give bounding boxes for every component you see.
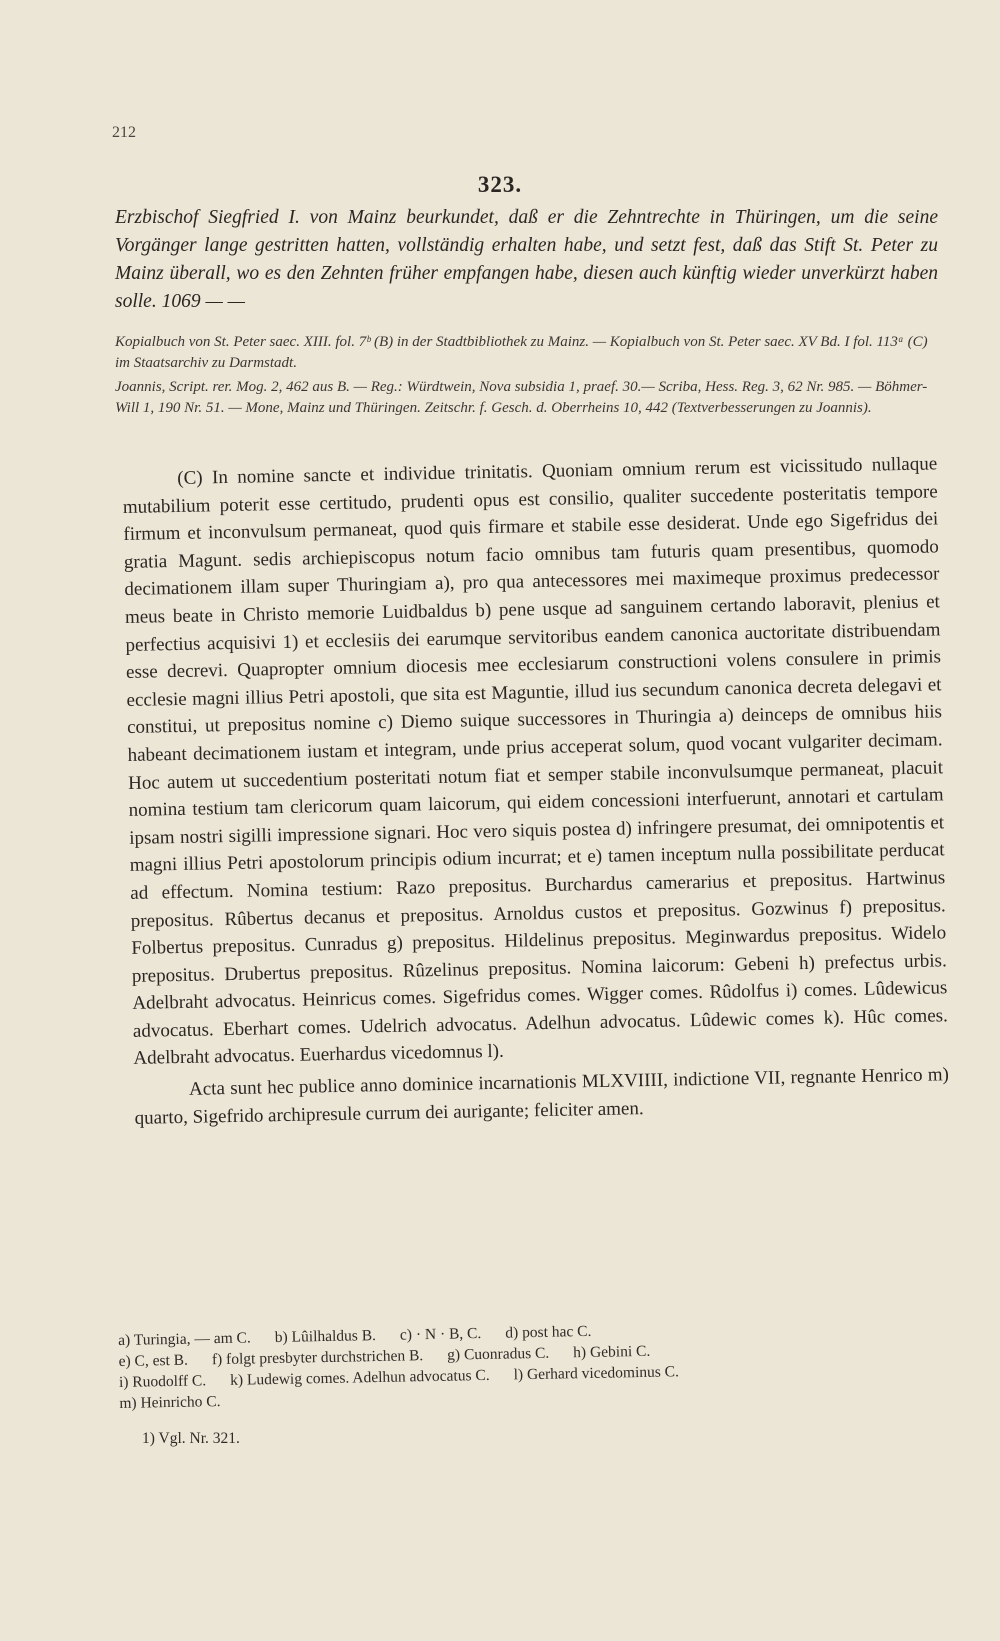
page-number: 212	[112, 124, 136, 141]
note: a) Turingia, — am C.	[118, 1329, 251, 1349]
charter-dating-clause: Acta sunt hec publice anno dominice incarnationis MLXVIIII, indictione VII, regnante Henrico m) quarto, Sigefrido archipresule currum dei aurigante; feliciter amen.	[134, 1064, 950, 1129]
sources	[115, 332, 938, 422]
document-number: 323.	[477, 172, 523, 197]
note: c) · N · B, C.	[399, 1325, 482, 1344]
footnote: 1) Vgl. Nr. 321.	[142, 1430, 240, 1447]
note: k) Ludewig comes. Adelhun advocatus C.	[229, 1366, 490, 1389]
note: e) C, est B.	[118, 1351, 189, 1370]
note: b) Lûilhaldus B.	[274, 1327, 377, 1346]
source-manuscripts: Kopialbuch von St. Peter saec. XIII. fol. 7ᵇ (B) in der Stadtbibliothek zu Mainz. — Kopialbuch von St. Peter saec. XV Bd. I fol. 113ᵃ (C) im Staatsarchiv zu Darmstadt.	[115, 334, 928, 371]
note: f) folgt presbyter durchstrichen B.	[211, 1347, 424, 1369]
note: d) post hac C.	[505, 1322, 592, 1342]
summary-date: 1069 — —	[161, 291, 246, 312]
note: l) Gerhard vicedominus C.	[513, 1363, 680, 1384]
note: g) Cuonradus C.	[447, 1344, 550, 1364]
summary	[115, 204, 938, 316]
charter-text	[122, 446, 950, 1132]
textual-notes	[118, 1314, 949, 1414]
note: h) Gebini C.	[573, 1342, 651, 1362]
note: i) Ruodolff C.	[118, 1372, 207, 1391]
source-editions: Joannis, Script. rer. Mog. 2, 462 aus B. — Reg.: Würdtwein, Nova subsidia 1, praef. 30.— Scriba, Hess. Reg. 3, 62 Nr. 985. — Böhmer-Will 1, 190 Nr. 51. — Mone, Mainz und Thüringen. Zeitschr. f. Gesch. d. Oberrheins 10, 442 (Textverbesserungen zu Joannis).	[115, 379, 928, 416]
summary-text: Erzbischof Siegfried I. von Mainz beurkundet, daß er die Zehntrechte in Thüringen, um die seine Vorgänger lange gestritten hatten, vollständig erhalten habe, und setzt fest, daß das Stift St. Peter zu Mainz überall, wo es den Zehnten früher empfangen habe, diesen auch künftig wieder unverkürzt haben solle.	[115, 207, 938, 312]
charter-paragraph: (C) In nomine sancte et individue trinitatis. Quoniam omnium rerum est vicissitudo nullaque mutabilium poterit esse certitudo, prudenti opus est consilio, qualiter succedente posteritatis tempore firmum et inconvulsum permaneat, quod quis firmare et stabile esse desiderat. Unde ego Sigefridus dei gratia Magunt. sedis archiepiscopus notum facio omnibus tam futuris quam presentibus, quomodo decimationem illam super Thuringiam a), pro qua antecessores mei maximeque proximus predecessor meus beate in Christo memorie Luidbaldus b) pene usque ad sanguinem certando laboravit, plenius et perfectius acquisivi 1) et ecclesiis dei earumque servitoribus eandem canonica auctoritate distribuendam esse decrevi. Quapropter omnium diocesis mee ecclesiarum constructioni volens consulere in primis ecclesie magni illius Petri apostoli, que sita est Maguntie, illud ius secundum canonica decreta delegavi et constitui, ut prepositus nomine c) Diemo suique successores in Thuringia a) deinceps de omnibus hiis habeant decimationem iustam et integram, unde prius acceperat solum, quod vocant vulgariter decimam. Hoc autem ut succedentium posteritati notum fiat et semper stabile inconvulsumque permaneat, placuit nomina testium tam clericorum quam laicorum, qui eidem concessioni interfuerunt, annotari et cartulam ipsam nostri sigilli impressione signari. Hoc vero siquis postea d) infringere presumat, dei omnipotentis et magni illius Petri apostolorum principis odium incurrat; et e) tamen inceptum nulla possibilitate perducat ad effectum. Nomina testium: Razo prepositus. Burchardus camerarius et prepositus. Hartwinus prepositus. Rûbertus decanus et prepositus. Arnoldus custos et prepositus. Gozwinus f) prepositus. Folbertus prepositus. Cunradus g) prepositus. Hildelinus prepositus. Meginwardus prepositus. Widelo prepositus. Drubertus prepositus. Rûzelinus prepositus. Nomina laicorum: Gebeni h) prefectus urbis. Adelbraht advocatus. Heinricus comes. Sigefridus comes. Wigger comes. Rûdolfus i) comes. Lûdewicus advocatus. Eberhart comes. Udelrich advocatus. Adelhun advocatus. Lûdewic comes k). Hûc comes. Adelbraht advocatus. Euerhardus vicedomnus l).	[122, 453, 948, 1070]
note: m) Heinricho C.	[119, 1393, 221, 1412]
